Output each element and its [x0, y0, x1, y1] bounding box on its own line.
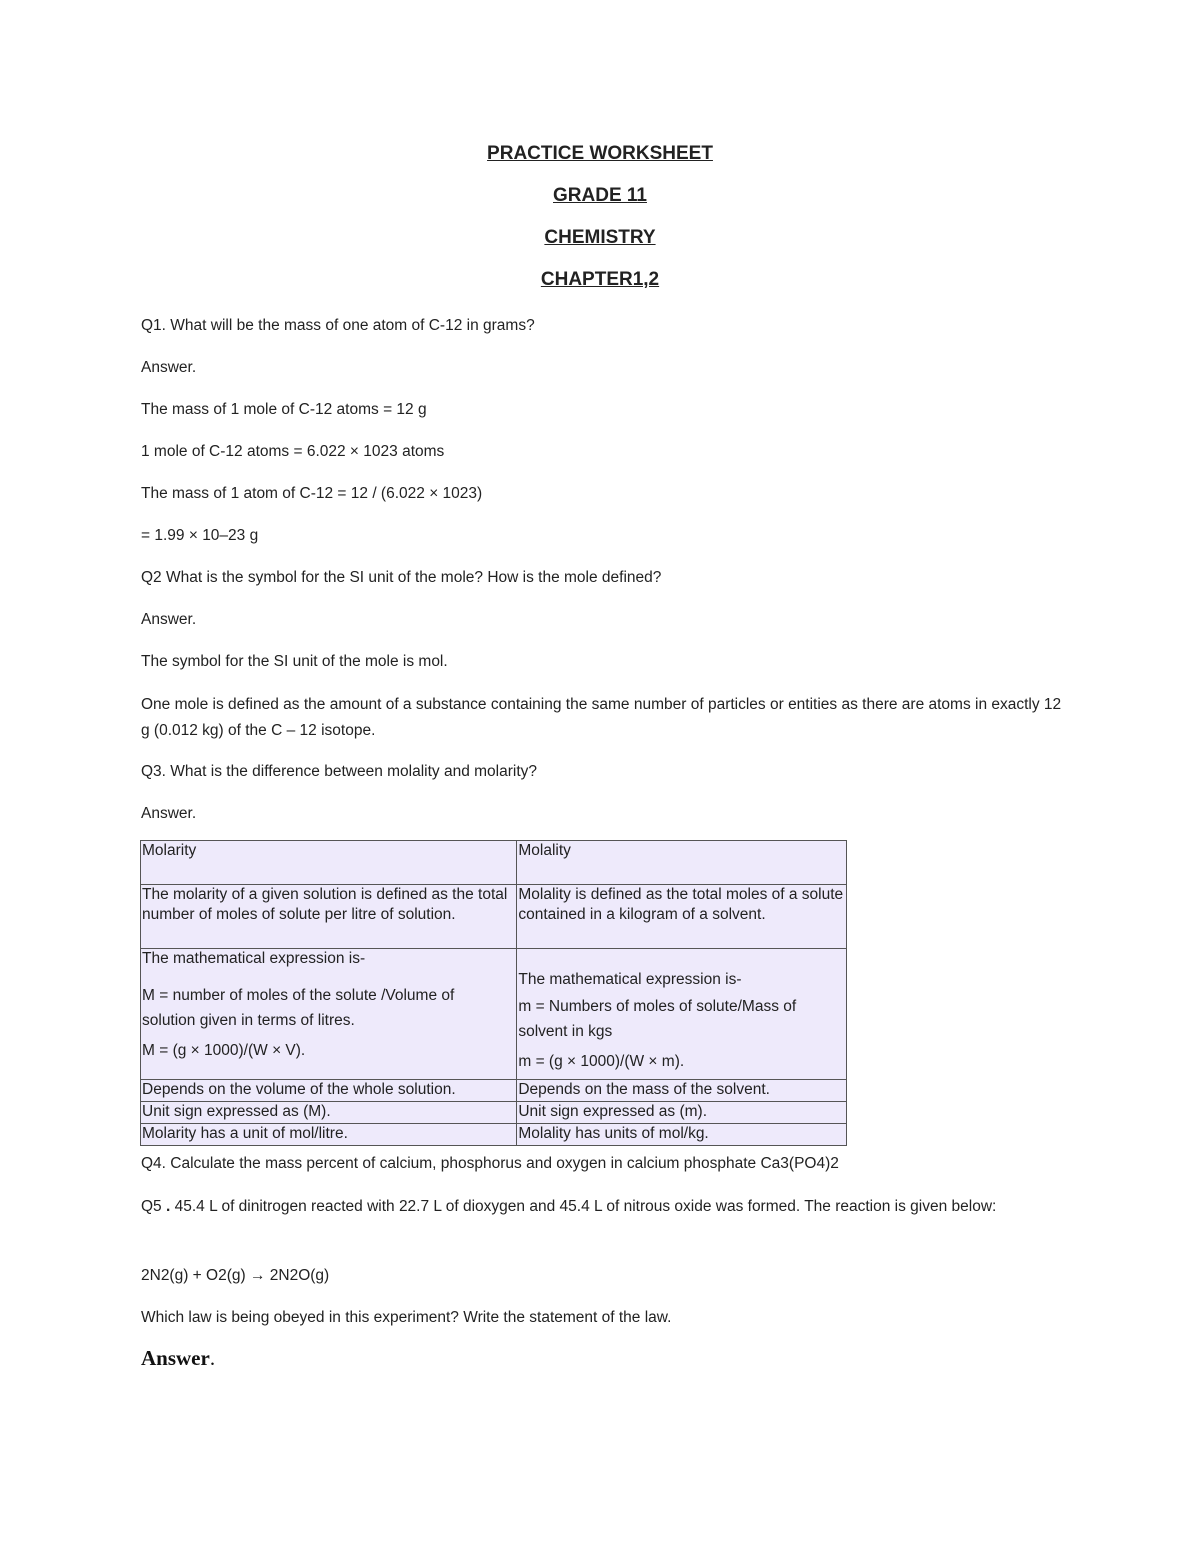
table-header-row: [141, 841, 847, 885]
q2-answer-line: The symbol for the SI unit of the mole is mol.: [141, 653, 448, 670]
expression-formula: m = (g × 1000)/(W × m).: [518, 1053, 685, 1070]
table-cell: Molality is defined as the total moles of a solute contained in a kilogram of a solvent.: [517, 885, 847, 949]
table-cell: Depends on the volume of the whole solution.: [141, 1080, 517, 1102]
q3-answer-label: Answer.: [141, 805, 197, 822]
q1-answer-line: The mass of 1 atom of C-12 = 12 / (6.022 × 1023): [141, 485, 483, 502]
table-header-cell: Molarity: [141, 841, 517, 885]
q1-answer-line: 1 mole of C-12 atoms = 6.022 × 1023 atoms: [141, 443, 445, 460]
table-cell: Depends on the mass of the solvent.: [517, 1080, 847, 1102]
table-row: [141, 1080, 847, 1102]
expression-intro: The mathematical expression is-: [142, 950, 366, 967]
answer-dot: .: [209, 1346, 216, 1370]
table-row: [141, 885, 847, 949]
table-row: [141, 1124, 847, 1146]
expression-formula: M = (g × 1000)/(W × V).: [142, 1042, 306, 1059]
q2-answer-line: One mole is defined as the amount of a substance containing the same number of particles or entities as there are atoms in exactly 12 g (0.012 kg) of the C – 12 isotope.: [141, 696, 1062, 739]
table-cell: Molality has units of mol/kg.: [517, 1124, 847, 1146]
expression-intro: The mathematical expression is-: [518, 971, 742, 988]
worksheet-title: PRACTICE WORKSHEET: [487, 143, 713, 164]
q1-answer-line: The mass of 1 mole of C-12 atoms = 12 g: [141, 401, 427, 418]
q5-prefix: Q5: [141, 1198, 162, 1215]
expression-line: solvent in kgs: [518, 1023, 613, 1040]
grade-heading: GRADE 11: [553, 185, 647, 206]
q3-question: Q3. What is the difference between molality and molarity?: [141, 763, 538, 780]
table-row: [141, 949, 847, 1080]
q2-answer-label: Answer.: [141, 611, 197, 628]
q1-answer-line: = 1.99 × 10–23 g: [141, 527, 259, 544]
table-cell: Unit sign expressed as (m).: [517, 1102, 847, 1124]
table-cell: [141, 949, 517, 1080]
table-row: [141, 1102, 847, 1124]
table-header-cell: Molality: [517, 841, 847, 885]
q1-question: Q1. What will be the mass of one atom of C-12 in grams?: [141, 317, 535, 334]
q5-question: [141, 1194, 1071, 1220]
table-cell: Molarity has a unit of mol/litre.: [141, 1124, 517, 1146]
q2-question: Q2 What is the symbol for the SI unit of the mole? How is the mole defined?: [141, 569, 662, 586]
expression-line: m = Numbers of moles of solute/Mass of: [518, 998, 797, 1015]
table-cell: [517, 949, 847, 1080]
subject-heading: CHEMISTRY: [544, 227, 656, 248]
molarity-molality-table: [140, 840, 847, 1146]
q1-answer-label: Answer.: [141, 359, 197, 376]
table-cell: Unit sign expressed as (M).: [141, 1102, 517, 1124]
q5-equation: 2N2(g) + O2(g) → 2N2O(g): [141, 1267, 330, 1284]
q4-question: Q4. Calculate the mass percent of calcium, phosphorus and oxygen in calcium phosphate Ca3(PO4)2: [141, 1155, 839, 1172]
q5-prompt: Which law is being obeyed in this experiment? Write the statement of the law.: [141, 1309, 672, 1326]
chapter-heading: CHAPTER1,2: [540, 269, 660, 290]
q5-answer-label: [141, 1346, 215, 1371]
table-cell: The molarity of a given solution is defined as the total number of moles of solute per litre of solution.: [141, 885, 517, 949]
q5-dot: .: [166, 1198, 171, 1215]
expression-line: solution given in terms of litres.: [142, 1012, 355, 1029]
answer-word: Answer: [141, 1346, 210, 1370]
expression-line: M = number of moles of the solute /Volume of: [142, 987, 455, 1004]
q5-text: 45.4 L of dinitrogen reacted with 22.7 L of dioxygen and 45.4 L of nitrous oxide was formed. The reaction is given below:: [170, 1198, 997, 1215]
